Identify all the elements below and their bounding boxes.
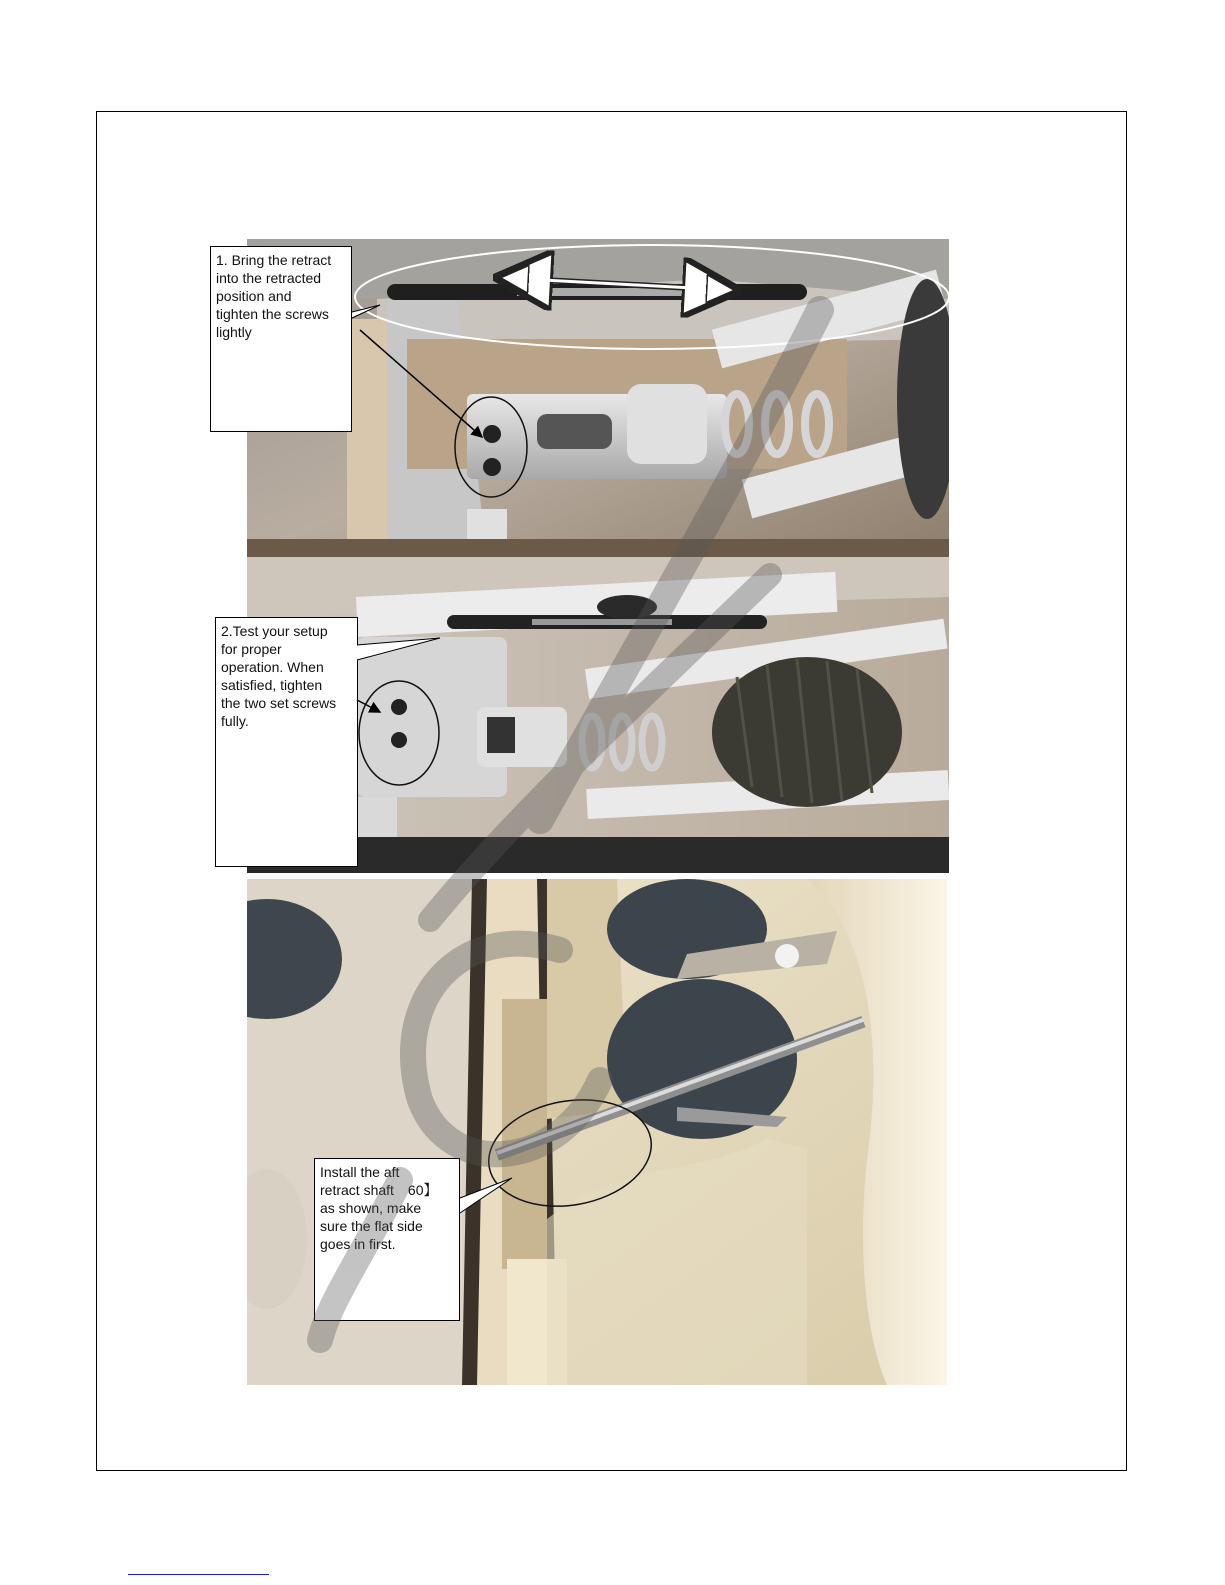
- footer-link-underline[interactable]: [128, 1574, 269, 1575]
- retract-photo-1: [247, 239, 949, 557]
- callout-step-1: 1. Bring the retract into the retracted position and tighten the screws lightly: [210, 246, 352, 432]
- callout-step-3: Install the aft retract shaft 60】 as shown, make sure the flat side goes in first.: [314, 1158, 460, 1321]
- callout-step-2: 2.Test your setup for proper operation. When satisfied, tighten the two set screws fully.: [215, 617, 358, 867]
